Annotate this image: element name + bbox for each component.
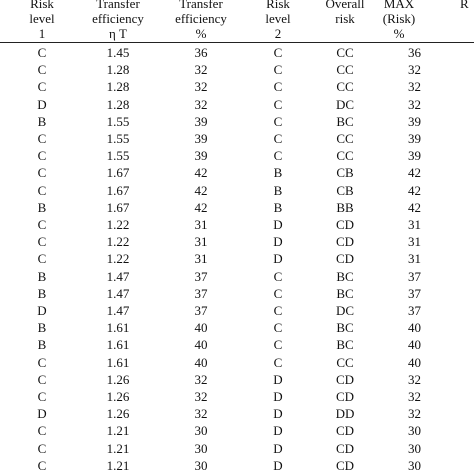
cell-transfer-percent: 31 xyxy=(194,251,208,267)
cell-max-risk: 39 xyxy=(408,131,421,146)
cell-transfer-efficiency: 1.21 xyxy=(106,457,130,473)
cell-max-risk: 37 xyxy=(408,285,421,301)
header-line: % xyxy=(195,26,207,41)
cell-risk-level-1: C xyxy=(37,440,47,456)
cell-risk-level-2: D xyxy=(273,389,283,404)
cell-overall-risk: CD xyxy=(335,217,355,232)
cell-max-risk: 37 xyxy=(408,268,421,284)
cell-risk-level-1: B xyxy=(37,268,47,284)
cell-transfer-percent: 32 xyxy=(194,96,208,112)
cell-transfer-percent: 37 xyxy=(194,285,208,301)
cell-max-risk: 31 xyxy=(408,234,421,250)
cell-risk-level-2: D xyxy=(273,423,283,439)
header-line: Transfer xyxy=(179,0,223,11)
cell-risk-level-2: D xyxy=(273,234,283,250)
cell-risk-level-2: C xyxy=(273,148,283,164)
cell-transfer-efficiency: 1.61 xyxy=(106,354,130,370)
cell-risk-level-2: C xyxy=(273,320,283,336)
cell-overall-risk: CD xyxy=(335,251,355,267)
cell-risk-level-1: C xyxy=(37,389,47,404)
header-line: efficiency xyxy=(175,11,227,26)
cell-transfer-percent: 30 xyxy=(194,440,208,456)
cell-transfer-efficiency: 1.21 xyxy=(106,440,130,456)
cell-transfer-efficiency: 1.22 xyxy=(106,217,130,232)
cell-overall-risk: DC xyxy=(335,303,355,318)
cell-transfer-percent: 30 xyxy=(194,423,208,439)
cell-risk-level-2: D xyxy=(273,217,283,232)
cell-risk-level-1: D xyxy=(37,96,47,112)
cell-risk-level-1: C xyxy=(37,165,47,181)
cell-risk-level-1: C xyxy=(37,234,47,250)
cell-max-risk: 32 xyxy=(408,62,421,78)
cell-transfer-percent: 42 xyxy=(194,182,208,198)
cell-risk-level-2: C xyxy=(273,337,283,353)
cell-max-risk: 39 xyxy=(408,148,421,164)
cell-overall-risk: CD xyxy=(335,423,355,439)
cell-risk-level-2: C xyxy=(273,285,283,301)
cell-risk-level-2: D xyxy=(273,406,283,422)
cell-transfer-percent: 42 xyxy=(194,165,208,181)
header-r-cut-off xyxy=(460,0,474,11)
cell-risk-level-2: C xyxy=(273,62,283,78)
cell-max-risk: 42 xyxy=(408,199,421,215)
cell-overall-risk: CC xyxy=(336,354,354,370)
header-line: R xyxy=(460,0,469,11)
header-line: (Risk) xyxy=(382,11,416,26)
cell-transfer-percent: 40 xyxy=(194,354,208,370)
cell-max-risk: 30 xyxy=(408,457,421,473)
cell-overall-risk: BC xyxy=(336,320,354,336)
header-line: 1 xyxy=(38,26,46,41)
cell-risk-level-1: B xyxy=(37,320,47,336)
cell-transfer-percent: 32 xyxy=(194,62,208,78)
cell-transfer-efficiency: 1.26 xyxy=(106,406,130,422)
cell-transfer-efficiency: 1.67 xyxy=(106,165,130,181)
header-line: η T xyxy=(109,26,127,41)
cell-transfer-percent: 40 xyxy=(194,320,208,336)
cell-overall-risk: BC xyxy=(336,337,354,353)
cell-risk-level-1: C xyxy=(37,62,47,78)
cell-risk-level-1: C xyxy=(37,131,47,146)
cell-transfer-efficiency: 1.55 xyxy=(106,148,130,164)
cell-transfer-efficiency: 1.47 xyxy=(106,303,130,318)
cell-transfer-efficiency: 1.45 xyxy=(106,45,130,60)
header-line: MAX xyxy=(383,0,415,11)
cell-transfer-efficiency: 1.67 xyxy=(106,182,130,198)
cell-risk-level-2: D xyxy=(273,251,283,267)
cell-risk-level-1: B xyxy=(37,113,47,129)
cell-transfer-efficiency: 1.47 xyxy=(106,268,130,284)
cell-transfer-efficiency: 1.26 xyxy=(106,371,130,387)
cell-transfer-efficiency: 1.28 xyxy=(106,79,130,95)
cell-transfer-efficiency: 1.28 xyxy=(106,62,130,78)
cell-transfer-efficiency: 1.22 xyxy=(106,251,130,267)
cell-overall-risk: CC xyxy=(336,131,354,146)
cell-risk-level-2: C xyxy=(273,96,283,112)
cell-max-risk: 32 xyxy=(408,371,421,387)
cell-risk-level-1: C xyxy=(37,45,47,60)
cell-transfer-efficiency: 1.26 xyxy=(106,389,130,404)
cell-risk-level-2: C xyxy=(273,79,283,95)
cell-max-risk: 40 xyxy=(408,354,421,370)
cell-max-risk: 42 xyxy=(408,165,421,181)
cell-transfer-percent: 32 xyxy=(194,79,208,95)
cell-risk-level-1: C xyxy=(37,217,47,232)
cell-risk-level-2: C xyxy=(273,354,283,370)
cell-risk-level-1: B xyxy=(37,199,47,215)
cell-risk-level-1: C xyxy=(37,251,47,267)
cell-risk-level-1: C xyxy=(37,457,47,473)
cell-transfer-efficiency: 1.67 xyxy=(106,199,130,215)
cell-risk-level-1: C xyxy=(37,148,47,164)
cell-overall-risk: DD xyxy=(335,406,355,422)
cell-transfer-percent: 31 xyxy=(194,217,208,232)
header-line: efficiency xyxy=(92,11,144,26)
cell-overall-risk: CB xyxy=(336,182,354,198)
header-risk-level-2 xyxy=(256,0,300,41)
header-max-risk xyxy=(372,0,426,41)
header-line: Overall xyxy=(325,0,365,11)
cell-max-risk: 32 xyxy=(408,406,421,422)
cell-transfer-percent: 39 xyxy=(194,113,208,129)
cell-transfer-percent: 37 xyxy=(194,268,208,284)
cell-risk-level-1: C xyxy=(37,79,47,95)
cell-transfer-efficiency: 1.21 xyxy=(106,423,130,439)
header-overall-risk xyxy=(315,0,375,26)
cell-max-risk: 30 xyxy=(408,440,421,456)
header-line: risk xyxy=(335,11,355,26)
cell-risk-level-1: C xyxy=(37,354,47,370)
header-line: Risk xyxy=(30,0,54,11)
cell-transfer-percent: 36 xyxy=(194,45,208,60)
cell-transfer-percent: 32 xyxy=(194,371,208,387)
cell-transfer-efficiency: 1.61 xyxy=(106,337,130,353)
header-bottom-rule xyxy=(0,42,474,43)
cell-overall-risk: CC xyxy=(336,148,354,164)
cell-transfer-percent: 40 xyxy=(194,337,208,353)
cell-transfer-efficiency: 1.22 xyxy=(106,234,130,250)
cell-overall-risk: CC xyxy=(336,79,354,95)
cell-overall-risk: CC xyxy=(336,45,354,60)
cell-transfer-efficiency: 1.55 xyxy=(106,131,130,146)
cell-overall-risk: CD xyxy=(335,457,355,473)
cell-transfer-efficiency: 1.55 xyxy=(106,113,130,129)
cell-transfer-efficiency: 1.28 xyxy=(106,96,130,112)
cell-transfer-efficiency: 1.47 xyxy=(106,285,130,301)
cell-overall-risk: CD xyxy=(335,371,355,387)
cell-risk-level-2: C xyxy=(273,45,283,60)
cell-max-risk: 31 xyxy=(408,217,421,232)
cell-max-risk: 32 xyxy=(408,389,421,404)
cell-transfer-percent: 39 xyxy=(194,131,208,146)
header-line: level xyxy=(265,11,291,26)
cell-risk-level-1: D xyxy=(37,303,47,318)
cell-max-risk: 40 xyxy=(408,320,421,336)
header-line: level xyxy=(29,11,55,26)
cell-overall-risk: CD xyxy=(335,440,355,456)
header-transfer-efficiency-percent xyxy=(166,0,236,41)
cell-risk-level-2: D xyxy=(273,440,283,456)
cell-risk-level-2: C xyxy=(273,303,283,318)
cell-max-risk: 39 xyxy=(408,113,421,129)
cell-transfer-percent: 37 xyxy=(194,303,208,318)
header-line: % xyxy=(393,26,405,41)
header-line: 2 xyxy=(274,26,282,41)
cell-max-risk: 36 xyxy=(408,45,421,60)
cell-transfer-percent: 42 xyxy=(194,199,208,215)
cell-risk-level-2: D xyxy=(273,371,283,387)
header-transfer-efficiency-eta xyxy=(86,0,150,41)
cell-risk-level-1: B xyxy=(37,337,47,353)
cell-transfer-percent: 32 xyxy=(194,406,208,422)
cell-overall-risk: BC xyxy=(336,285,354,301)
cell-max-risk: 32 xyxy=(408,79,421,95)
cell-overall-risk: BC xyxy=(336,268,354,284)
cell-overall-risk: CD xyxy=(335,389,355,404)
cell-overall-risk: CC xyxy=(336,62,354,78)
cell-transfer-efficiency: 1.61 xyxy=(106,320,130,336)
cell-transfer-percent: 30 xyxy=(194,457,208,473)
header-line: Risk xyxy=(266,0,290,11)
cell-risk-level-1: C xyxy=(37,182,47,198)
cell-risk-level-2: C xyxy=(273,268,283,284)
cell-overall-risk: CD xyxy=(335,234,355,250)
cell-overall-risk: DC xyxy=(335,96,355,112)
cell-risk-level-1: D xyxy=(37,406,47,422)
cell-max-risk: 31 xyxy=(408,251,421,267)
cell-overall-risk: BC xyxy=(336,113,354,129)
cell-risk-level-2: B xyxy=(273,165,283,181)
header-line: Transfer xyxy=(96,0,140,11)
cell-max-risk: 42 xyxy=(408,182,421,198)
cell-risk-level-2: D xyxy=(273,457,283,473)
cell-risk-level-2: C xyxy=(273,113,283,129)
cell-transfer-percent: 39 xyxy=(194,148,208,164)
cell-max-risk: 32 xyxy=(408,96,421,112)
cell-risk-level-1: C xyxy=(37,423,47,439)
cell-transfer-percent: 32 xyxy=(194,389,208,404)
cell-max-risk: 30 xyxy=(408,423,421,439)
cell-risk-level-2: C xyxy=(273,131,283,146)
cell-overall-risk: CB xyxy=(336,165,354,181)
cell-risk-level-1: B xyxy=(37,285,47,301)
cell-risk-level-1: C xyxy=(37,371,47,387)
cell-transfer-percent: 31 xyxy=(194,234,208,250)
cell-max-risk: 40 xyxy=(408,337,421,353)
cell-risk-level-2: B xyxy=(273,182,283,198)
cell-overall-risk: BB xyxy=(336,199,354,215)
cell-max-risk: 37 xyxy=(408,303,421,318)
cell-risk-level-2: B xyxy=(273,199,283,215)
header-risk-level-1 xyxy=(20,0,64,41)
